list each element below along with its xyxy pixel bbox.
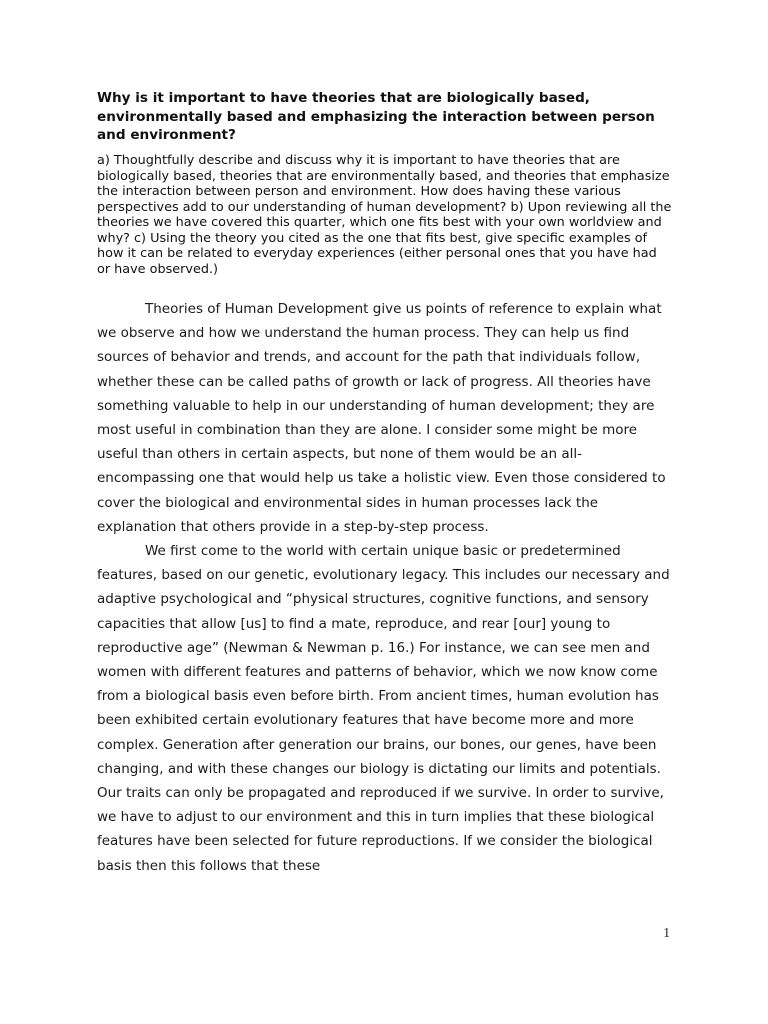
assignment-prompt: a) Thoughtfully describe and discuss why it is important to have theories that are biologically based, theories that are environmentally based, and theories that emphasize the interaction between person and environment. How does having these various perspectives add to our understanding of human development? b) Upon reviewing all the theories we have covered this quarter, which one fits best with your own worldview and why? c) Using the theory you cited as the one that fits best, give specific examples of how it can be related to everyday experiences (either personal ones that you have had or have observed.) (97, 153, 672, 277)
body-paragraph-2: We first come to the world with certain unique basic or predetermined features, based on our genetic, evolutionary legacy. This includes our necessary and adaptive psychological and “physical structures, cognitive functions, and sensory capacities that allow [us] to find a mate, reproduce, and rear [our] young to reproductive age” (Newman & Newman p. 16.) For instance, we can see men and women with different features and patterns of behavior, which we now know come from a biological basis even before birth. From ancient times, human evolution has been exhibited certain evolutionary features that have become more and more complex. Generation after generation our brains, our bones, our genes, have been changing, and with these changes our biology is dictating our limits and potentials. Our traits can only be propagated and reproduced if we survive. In order to survive, we have to adjust to our environment and this in turn implies that these biological features have been selected for future reproductions. If we consider the biological basis then this follows that these (97, 543, 670, 874)
essay-body (97, 297, 672, 878)
essay-question-heading: Why is it important to have theories that are biologically based, environmentally based and emphasizing the interaction between person and environment? (97, 90, 655, 143)
body-paragraph-1: Theories of Human Development give us points of reference to explain what we observe and how we understand the human process. They can help us find sources of behavior and trends, and account for the path that individuals follow, whether these can be called paths of growth or lack of progress. All theories have something valuable to help in our understanding of human development; they are most useful in combination than they are alone. I consider some might be more useful than others in certain aspects, but none of them would be an all-encompassing one that would help us take a holistic view. Even those considered to cover the biological and environmental sides in human processes lack the explanation that others provide in a step-by-step process. (97, 301, 666, 535)
page-number: 1 (663, 925, 670, 940)
